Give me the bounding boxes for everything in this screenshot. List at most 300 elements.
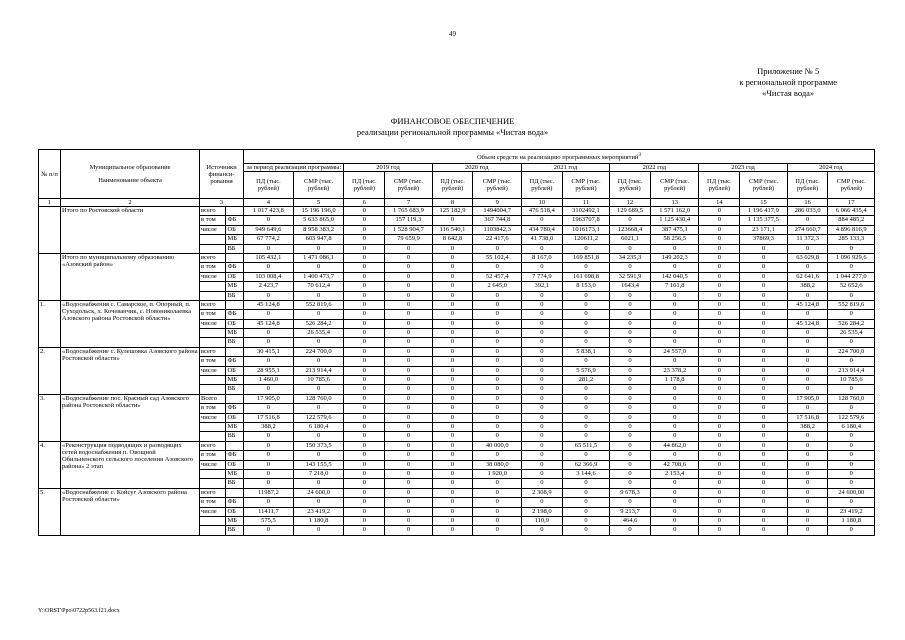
funding-source-code: ВБ bbox=[226, 526, 244, 535]
amount-cell: 0 bbox=[699, 347, 740, 356]
amount-cell: 0 bbox=[521, 216, 562, 225]
amount-cell: 0 bbox=[473, 422, 522, 431]
row-number: 3. bbox=[39, 394, 61, 441]
amount-cell: 17 905,0 bbox=[244, 394, 294, 403]
amount-cell: 949 649,6 bbox=[244, 225, 294, 234]
amount-cell: 0 bbox=[344, 216, 385, 225]
amount-cell: 0 bbox=[344, 469, 385, 478]
amount-cell: 213 914,4 bbox=[293, 366, 344, 375]
object-name: «Водоснабжение пос. Красный сад Азовского района Ростовской области» bbox=[61, 394, 200, 441]
funding-source bbox=[200, 282, 226, 291]
amount-cell: 0 bbox=[699, 338, 740, 347]
header-year: 2022 год bbox=[610, 164, 699, 172]
amount-cell: 128 760,0 bbox=[293, 394, 344, 403]
object-name: Итого по Ростовской области bbox=[61, 207, 200, 254]
funding-source-code bbox=[226, 300, 244, 309]
funding-source-code bbox=[226, 394, 244, 403]
amount-cell: 0 bbox=[699, 460, 740, 469]
amount-cell: 0 bbox=[385, 432, 432, 441]
amount-cell: 0 bbox=[432, 253, 473, 262]
amount-cell: 2 308,9 bbox=[521, 488, 562, 497]
amount-cell: 5 838,1 bbox=[562, 347, 609, 356]
amount-cell: 0 bbox=[473, 300, 522, 309]
amount-cell: 1 096 929,6 bbox=[828, 253, 875, 262]
amount-cell: 0 bbox=[432, 385, 473, 394]
amount-cell: 1 571 162,0 bbox=[650, 207, 699, 216]
amount-cell: 0 bbox=[344, 404, 385, 413]
amount-cell: 0 bbox=[562, 498, 609, 507]
amount-cell: 4 896 816,9 bbox=[828, 225, 875, 234]
amount-cell: 0 bbox=[521, 347, 562, 356]
amount-cell: 0 bbox=[385, 404, 432, 413]
amount-cell: 0 bbox=[385, 338, 432, 347]
amount-cell: 0 bbox=[293, 404, 344, 413]
amount-cell: 0 bbox=[473, 376, 522, 385]
funding-source: в том bbox=[200, 263, 226, 272]
header-column-number: 2 bbox=[61, 199, 200, 207]
amount-cell: 0 bbox=[293, 263, 344, 272]
funding-source: в том bbox=[200, 498, 226, 507]
funding-source-code: МБ bbox=[226, 235, 244, 244]
amount-cell: 0 bbox=[244, 263, 294, 272]
amount-cell: 0 bbox=[740, 385, 787, 394]
amount-cell: 0 bbox=[432, 413, 473, 422]
amount-cell: 0 bbox=[699, 207, 740, 216]
amount-cell: 0 bbox=[699, 526, 740, 535]
amount-cell: 0 bbox=[650, 516, 699, 525]
amount-cell: 367 744,8 bbox=[473, 216, 522, 225]
amount-cell: 0 bbox=[610, 329, 651, 338]
amount-cell: 0 bbox=[787, 498, 828, 507]
amount-cell: 0 bbox=[473, 404, 522, 413]
amount-cell: 0 bbox=[293, 310, 344, 319]
amount-cell: 0 bbox=[293, 291, 344, 300]
object-name: «Водоснабжение с. Кулешовка Азовского района Ростовской области» bbox=[61, 347, 200, 394]
funding-table bbox=[38, 149, 875, 536]
amount-cell: 0 bbox=[473, 357, 522, 366]
funding-source-code: МБ bbox=[226, 282, 244, 291]
amount-cell: 5 576,9 bbox=[562, 366, 609, 375]
amount-cell: 0 bbox=[740, 347, 787, 356]
amount-cell: 1963707,8 bbox=[562, 216, 609, 225]
amount-cell: 0 bbox=[244, 329, 294, 338]
amount-cell: 0 bbox=[828, 244, 875, 253]
header-unit: ПД (тыс. рублей) bbox=[432, 172, 473, 199]
amount-cell: 0 bbox=[432, 460, 473, 469]
amount-cell: 1 180,8 bbox=[293, 516, 344, 525]
amount-cell: 0 bbox=[562, 338, 609, 347]
amount-cell: 0 bbox=[344, 526, 385, 535]
amount-cell: 143 155,5 bbox=[293, 460, 344, 469]
amount-cell: 24 557,0 bbox=[650, 347, 699, 356]
funding-source bbox=[200, 516, 226, 525]
amount-cell: 0 bbox=[562, 291, 609, 300]
funding-source: числе bbox=[200, 272, 226, 281]
amount-cell: 0 bbox=[650, 394, 699, 403]
header-column-number: 11 bbox=[562, 199, 609, 207]
amount-cell: 17 516,8 bbox=[244, 413, 294, 422]
funding-source-code: ОБ bbox=[226, 225, 244, 234]
amount-cell: 6 180,4 bbox=[828, 422, 875, 431]
amount-cell: 0 bbox=[521, 385, 562, 394]
amount-cell: 0 bbox=[828, 263, 875, 272]
amount-cell: 42 708,6 bbox=[650, 460, 699, 469]
amount-cell: 388,2 bbox=[244, 422, 294, 431]
header-column-number: 3 bbox=[200, 199, 244, 207]
amount-cell: 0 bbox=[385, 329, 432, 338]
amount-cell: 0 bbox=[787, 329, 828, 338]
funding-source-code: МБ bbox=[226, 469, 244, 478]
amount-cell: 286 033,0 bbox=[787, 207, 828, 216]
amount-cell: 0 bbox=[650, 263, 699, 272]
amount-cell: 0 bbox=[432, 310, 473, 319]
amount-cell: 392,1 bbox=[521, 282, 562, 291]
funding-source: в том bbox=[200, 310, 226, 319]
header-unit: СМР (тыс. рублей) bbox=[385, 172, 432, 199]
header-unit: СМР (тыс. рублей) bbox=[293, 172, 344, 199]
amount-cell: 0 bbox=[740, 469, 787, 478]
amount-cell: 0 bbox=[385, 413, 432, 422]
amount-cell: 0 bbox=[344, 488, 385, 497]
amount-cell: 3 144,6 bbox=[562, 469, 609, 478]
amount-cell: 8 153,0 bbox=[562, 282, 609, 291]
amount-cell: 0 bbox=[344, 422, 385, 431]
amount-cell: 0 bbox=[787, 479, 828, 488]
amount-cell: 0 bbox=[787, 432, 828, 441]
amount-cell: 0 bbox=[293, 451, 344, 460]
amount-cell: 0 bbox=[344, 507, 385, 516]
amount-cell: 0 bbox=[344, 244, 385, 253]
funding-source bbox=[200, 432, 226, 441]
amount-cell: 0 bbox=[293, 357, 344, 366]
amount-cell: 0 bbox=[610, 291, 651, 300]
amount-cell: 0 bbox=[740, 319, 787, 328]
amount-cell: 1 180,8 bbox=[828, 516, 875, 525]
amount-cell: 0 bbox=[828, 460, 875, 469]
funding-source: числе bbox=[200, 460, 226, 469]
amount-cell: 0 bbox=[740, 413, 787, 422]
amount-cell: 0 bbox=[828, 310, 875, 319]
funding-source: числе bbox=[200, 507, 226, 516]
amount-cell: 0 bbox=[385, 516, 432, 525]
amount-cell: 0 bbox=[293, 432, 344, 441]
header-unit: СМР (тыс. рублей) bbox=[650, 172, 699, 199]
amount-cell: 0 bbox=[787, 488, 828, 497]
amount-cell: 0 bbox=[562, 263, 609, 272]
amount-cell: 0 bbox=[293, 526, 344, 535]
funding-source-code bbox=[226, 253, 244, 262]
amount-cell: 0 bbox=[521, 451, 562, 460]
amount-cell: 1 017 423,8 bbox=[244, 207, 294, 216]
amount-cell: 0 bbox=[432, 319, 473, 328]
amount-cell: 0 bbox=[650, 291, 699, 300]
amount-cell: 0 bbox=[344, 479, 385, 488]
amount-cell: 0 bbox=[699, 469, 740, 478]
header-column-number: 17 bbox=[828, 199, 875, 207]
header-column-number: 7 bbox=[385, 199, 432, 207]
amount-cell: 0 bbox=[562, 526, 609, 535]
amount-cell: 0 bbox=[521, 413, 562, 422]
funding-source: Всего bbox=[200, 394, 226, 403]
amount-cell: 0 bbox=[740, 460, 787, 469]
header-unit: ПД (тыс. рублей) bbox=[244, 172, 294, 199]
amount-cell: 0 bbox=[521, 310, 562, 319]
funding-source bbox=[200, 329, 226, 338]
amount-cell: 0 bbox=[650, 432, 699, 441]
amount-cell: 0 bbox=[344, 432, 385, 441]
amount-cell: 0 bbox=[432, 376, 473, 385]
amount-cell: 0 bbox=[650, 244, 699, 253]
amount-cell: 0 bbox=[787, 347, 828, 356]
amount-cell: 142 040,5 bbox=[650, 272, 699, 281]
amount-cell: 0 bbox=[787, 216, 828, 225]
amount-cell: 0 bbox=[344, 272, 385, 281]
amount-cell: 0 bbox=[244, 310, 294, 319]
amount-cell: 9 678,3 bbox=[610, 488, 651, 497]
amount-cell: 0 bbox=[293, 338, 344, 347]
amount-cell: 0 bbox=[385, 507, 432, 516]
funding-source: числе bbox=[200, 319, 226, 328]
amount-cell: 0 bbox=[787, 404, 828, 413]
amount-cell: 0 bbox=[562, 488, 609, 497]
amount-cell: 0 bbox=[610, 216, 651, 225]
row-number bbox=[39, 207, 61, 254]
amount-cell: 0 bbox=[740, 422, 787, 431]
amount-cell: 0 bbox=[610, 319, 651, 328]
amount-cell: 0 bbox=[610, 385, 651, 394]
amount-cell: 0 bbox=[521, 498, 562, 507]
amount-cell: 526 284,2 bbox=[828, 319, 875, 328]
header-year: 2021 год bbox=[521, 164, 609, 172]
amount-cell: 0 bbox=[740, 404, 787, 413]
amount-cell: 0 bbox=[610, 469, 651, 478]
amount-cell: 30 415,1 bbox=[244, 347, 294, 356]
amount-cell: 388,2 bbox=[787, 282, 828, 291]
amount-cell: 116 540,1 bbox=[432, 225, 473, 234]
funding-source-code: ВБ bbox=[226, 479, 244, 488]
amount-cell: 0 bbox=[740, 329, 787, 338]
amount-cell: 1494004,7 bbox=[473, 207, 522, 216]
amount-cell: 0 bbox=[650, 526, 699, 535]
amount-cell: 52 457,4 bbox=[473, 272, 522, 281]
funding-source-code: ОБ bbox=[226, 366, 244, 375]
amount-cell: 0 bbox=[521, 394, 562, 403]
funding-source-code: ВБ bbox=[226, 244, 244, 253]
amount-cell: 0 bbox=[740, 479, 787, 488]
amount-cell: 0 bbox=[828, 385, 875, 394]
amount-cell: 0 bbox=[699, 516, 740, 525]
amount-cell: 0 bbox=[385, 526, 432, 535]
amount-cell: 40 000,0 bbox=[473, 441, 522, 450]
funding-source bbox=[200, 385, 226, 394]
amount-cell: 0 bbox=[432, 469, 473, 478]
header-object-name: Наименование объекта bbox=[98, 177, 162, 184]
amount-cell: 0 bbox=[699, 451, 740, 460]
funding-source-code: МБ bbox=[226, 329, 244, 338]
amount-cell: 0 bbox=[385, 488, 432, 497]
amount-cell: 0 bbox=[787, 385, 828, 394]
amount-cell: 0 bbox=[244, 460, 294, 469]
amount-cell: 0 bbox=[699, 404, 740, 413]
header-unit: ПД (тыс. рублей) bbox=[610, 172, 651, 199]
amount-cell: 0 bbox=[740, 498, 787, 507]
amount-cell: 434 780,4 bbox=[521, 225, 562, 234]
amount-cell: 552 819,6 bbox=[293, 300, 344, 309]
amount-cell: 1 920,0 bbox=[473, 469, 522, 478]
amount-cell: 0 bbox=[473, 432, 522, 441]
amount-cell: 0 bbox=[244, 498, 294, 507]
amount-cell: 26 535,4 bbox=[293, 329, 344, 338]
amount-cell: 2 645,0 bbox=[473, 282, 522, 291]
amount-cell: 0 bbox=[828, 338, 875, 347]
amount-cell: 0 bbox=[293, 498, 344, 507]
amount-cell: 0 bbox=[344, 282, 385, 291]
table-header bbox=[39, 150, 875, 207]
amount-cell: 45 124,8 bbox=[787, 300, 828, 309]
amount-cell: 0 bbox=[699, 310, 740, 319]
amount-cell: 120611,2 bbox=[562, 235, 609, 244]
amount-cell: 70 612,4 bbox=[293, 282, 344, 291]
amount-cell: 0 bbox=[699, 385, 740, 394]
amount-cell: 11 372,3 bbox=[787, 235, 828, 244]
funding-source-code: МБ bbox=[226, 516, 244, 525]
header-column-number: 6 bbox=[344, 199, 385, 207]
amount-cell: 0 bbox=[610, 422, 651, 431]
amount-cell: 0 bbox=[650, 488, 699, 497]
row-number: 1. bbox=[39, 300, 61, 347]
amount-cell: 0 bbox=[521, 329, 562, 338]
funding-source-code: ОБ bbox=[226, 460, 244, 469]
amount-cell: 0 bbox=[432, 244, 473, 253]
amount-cell: 476 518,4 bbox=[521, 207, 562, 216]
header-column-numbers bbox=[39, 199, 875, 207]
amount-cell: 0 bbox=[473, 526, 522, 535]
funding-source: в том bbox=[200, 357, 226, 366]
object-name: «Реконструкция подводящих и разводящих сетей водоснабжения п. Овощной Обильненского сельского поселения Азовского района» 2 этап bbox=[61, 441, 200, 488]
amount-cell: 0 bbox=[650, 498, 699, 507]
header-unit: СМР (тыс. рублей) bbox=[828, 172, 875, 199]
amount-cell: 9 213,7 bbox=[610, 507, 651, 516]
amount-cell: 129 689,5 bbox=[610, 207, 651, 216]
amount-cell: 0 bbox=[244, 216, 294, 225]
amount-cell: 0 bbox=[244, 357, 294, 366]
funding-source bbox=[200, 422, 226, 431]
amount-cell: 552 819,6 bbox=[828, 300, 875, 309]
funding-source: всего bbox=[200, 347, 226, 356]
appendix-line: «Чистая вода» bbox=[762, 88, 815, 98]
footer-file-path: Y:\ORST\Ppo\0722p563.f21.docx bbox=[38, 608, 120, 614]
amount-cell: 0 bbox=[473, 394, 522, 403]
amount-cell: 0 bbox=[244, 385, 294, 394]
amount-cell: 0 bbox=[610, 310, 651, 319]
table-row bbox=[39, 394, 875, 403]
amount-cell: 8 167,0 bbox=[521, 253, 562, 262]
amount-cell: 0 bbox=[740, 516, 787, 525]
amount-cell: 0 bbox=[473, 413, 522, 422]
amount-cell: 0 bbox=[740, 244, 787, 253]
header-column-number: 4 bbox=[244, 199, 294, 207]
funding-source-code: ОБ bbox=[226, 319, 244, 328]
amount-cell: 0 bbox=[473, 244, 522, 253]
amount-cell: 8 642,8 bbox=[432, 235, 473, 244]
amount-cell: 0 bbox=[521, 338, 562, 347]
amount-cell: 0 bbox=[740, 253, 787, 262]
funding-source-code: ВБ bbox=[226, 291, 244, 300]
amount-cell: 0 bbox=[828, 404, 875, 413]
document-subtitle-line: реализации региональной программы «Чистая вода» bbox=[356, 127, 549, 137]
amount-cell: 0 bbox=[385, 422, 432, 431]
amount-cell: 224 700,0 bbox=[293, 347, 344, 356]
amount-cell: 0 bbox=[699, 479, 740, 488]
amount-cell: 575,5 bbox=[244, 516, 294, 525]
amount-cell: 45 124,8 bbox=[244, 300, 294, 309]
funding-source: всего bbox=[200, 207, 226, 216]
table-body bbox=[39, 207, 875, 536]
amount-cell: 1103842,3 bbox=[473, 225, 522, 234]
amount-cell: 0 bbox=[385, 451, 432, 460]
amount-cell: 2 153,4 bbox=[650, 469, 699, 478]
amount-cell: 0 bbox=[828, 432, 875, 441]
amount-cell: 0 bbox=[740, 507, 787, 516]
amount-cell: 0 bbox=[610, 376, 651, 385]
amount-cell: 0 bbox=[385, 366, 432, 375]
amount-cell: 0 bbox=[562, 413, 609, 422]
funding-source-code: ФБ bbox=[226, 216, 244, 225]
amount-cell: 0 bbox=[699, 244, 740, 253]
header-volume-footnote: 3 bbox=[638, 151, 642, 158]
amount-cell: 0 bbox=[432, 357, 473, 366]
funding-source: в том bbox=[200, 451, 226, 460]
amount-cell: 0 bbox=[787, 526, 828, 535]
amount-cell: 1 460,0 bbox=[244, 376, 294, 385]
table-row bbox=[39, 488, 875, 497]
amount-cell: 0 bbox=[699, 357, 740, 366]
amount-cell: 8 958 383,2 bbox=[293, 225, 344, 234]
amount-cell: 0 bbox=[610, 479, 651, 488]
amount-cell: 1 765 683,9 bbox=[385, 207, 432, 216]
amount-cell: 0 bbox=[699, 319, 740, 328]
header-period: за период реализации программы: bbox=[244, 164, 344, 172]
amount-cell: 0 bbox=[473, 291, 522, 300]
amount-cell: 0 bbox=[740, 451, 787, 460]
amount-cell: 62 366,9 bbox=[562, 460, 609, 469]
amount-cell: 0 bbox=[244, 291, 294, 300]
amount-cell: 0 bbox=[244, 338, 294, 347]
amount-cell: 23 171,1 bbox=[740, 225, 787, 234]
amount-cell: 0 bbox=[473, 385, 522, 394]
amount-cell: 0 bbox=[562, 422, 609, 431]
amount-cell: 128 760,0 bbox=[828, 394, 875, 403]
amount-cell: 0 bbox=[562, 516, 609, 525]
funding-source-code: ФБ bbox=[226, 404, 244, 413]
funding-source-code: ВБ bbox=[226, 432, 244, 441]
amount-cell: 0 bbox=[699, 300, 740, 309]
amount-cell: 0 bbox=[562, 479, 609, 488]
amount-cell: 122 579,6 bbox=[293, 413, 344, 422]
amount-cell: 0 bbox=[344, 329, 385, 338]
amount-cell: 5 633 865,0 bbox=[293, 216, 344, 225]
amount-cell: 0 bbox=[740, 282, 787, 291]
amount-cell: 0 bbox=[828, 441, 875, 450]
amount-cell: 0 bbox=[385, 441, 432, 450]
funding-source bbox=[200, 338, 226, 347]
amount-cell: 0 bbox=[521, 432, 562, 441]
amount-cell: 0 bbox=[385, 263, 432, 272]
funding-source-code: ФБ bbox=[226, 310, 244, 319]
amount-cell: 0 bbox=[787, 310, 828, 319]
amount-cell: 0 bbox=[562, 244, 609, 253]
amount-cell: 1 044 277,0 bbox=[828, 272, 875, 281]
